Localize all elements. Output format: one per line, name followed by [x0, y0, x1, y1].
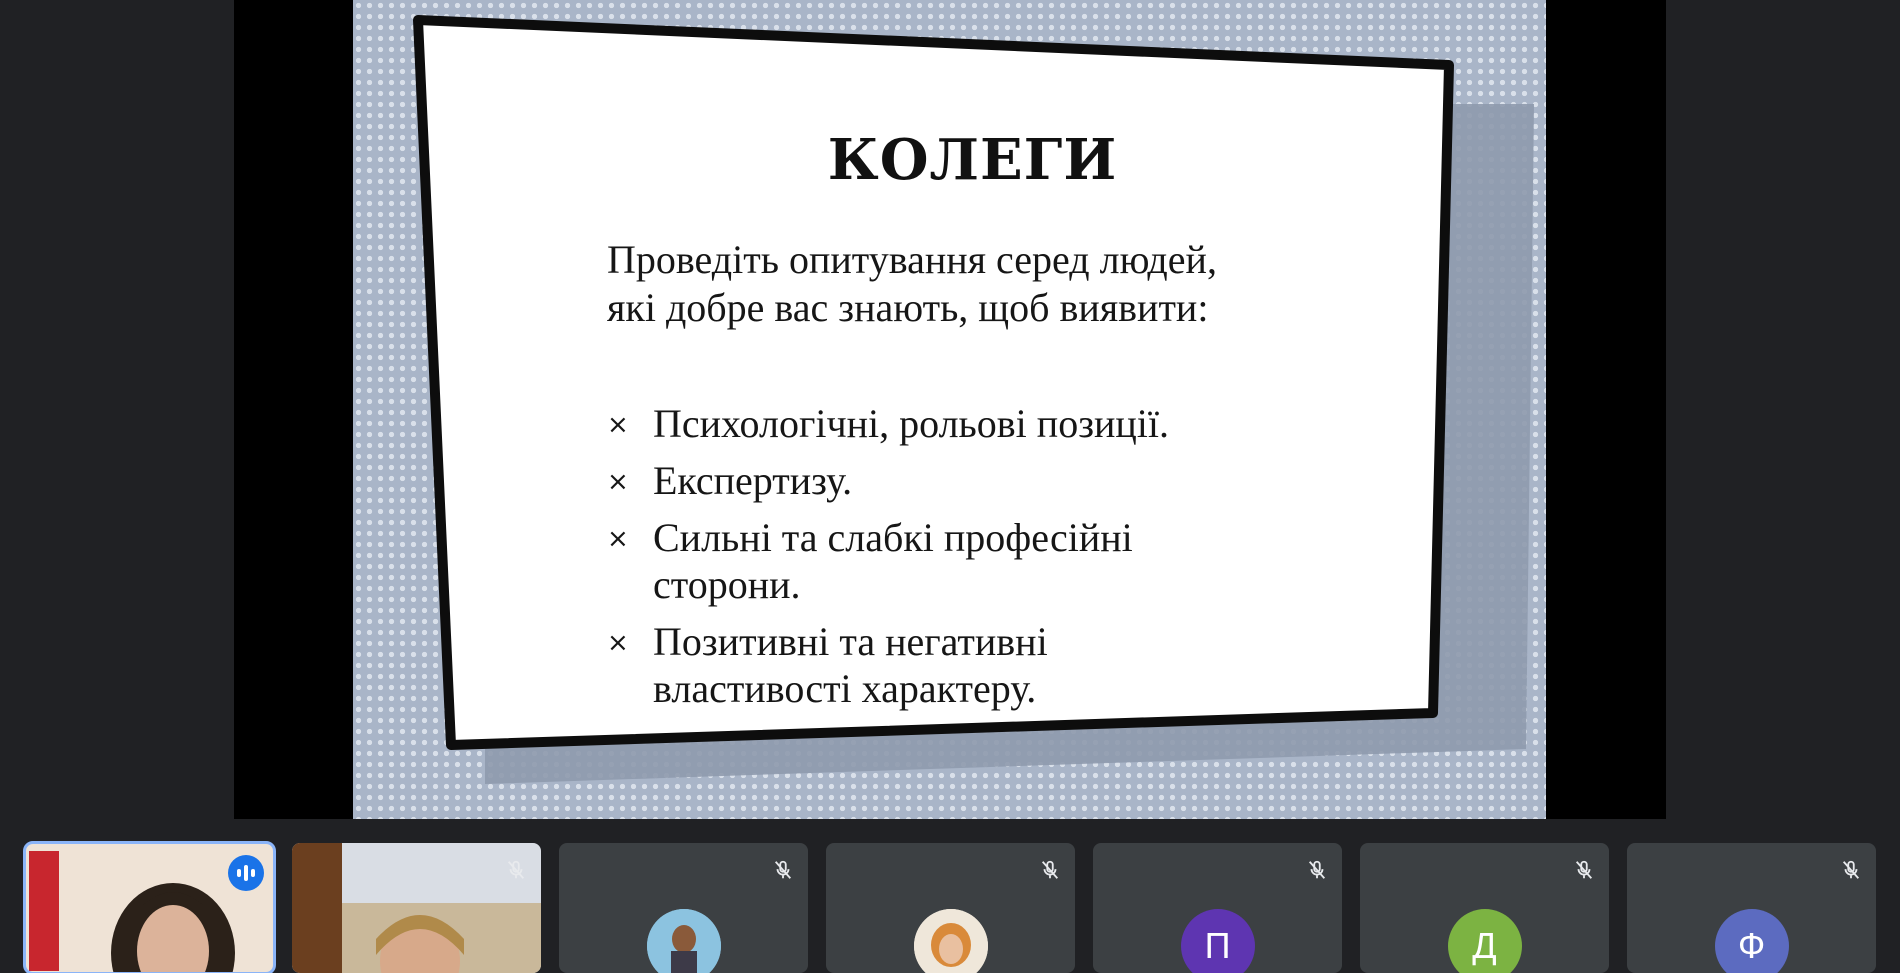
- participant-tile[interactable]: [1627, 843, 1876, 973]
- mic-off-icon: [1840, 859, 1862, 881]
- presentation-slide: [353, 0, 1546, 819]
- bullet-x-marker: ×: [607, 410, 629, 440]
- mic-off-icon: [1573, 859, 1595, 881]
- slide-bullet-list: [607, 400, 1347, 722]
- avatar-initial: Ф: [1715, 909, 1789, 973]
- bullet-x-marker: ×: [607, 628, 629, 658]
- bullet-text: Експертизу.: [653, 458, 853, 503]
- participant-tile[interactable]: [559, 843, 808, 973]
- slide-title: КОЛЕГИ: [827, 127, 1118, 193]
- slide-intro: [607, 236, 1387, 332]
- participant-tile[interactable]: [1360, 843, 1609, 973]
- participant-tile[interactable]: [826, 843, 1075, 973]
- participant-video-feed: [292, 843, 541, 973]
- mic-off-icon: [1306, 859, 1328, 881]
- avatar: [647, 909, 721, 973]
- participant-tile[interactable]: [292, 843, 541, 973]
- profile-photo: [914, 909, 988, 973]
- bullet-item: [607, 457, 1347, 504]
- avatar-initial: П: [1181, 909, 1255, 973]
- mic-off-icon: [505, 859, 527, 881]
- bullet-text: Сильні та слабкі професійні: [653, 515, 1133, 560]
- bullet-x-marker: ×: [607, 467, 629, 497]
- bullet-x-marker: ×: [607, 524, 629, 554]
- intro-line: Проведіть опитування серед людей,: [607, 237, 1217, 282]
- avatar: [914, 909, 988, 973]
- bullet-text: сторони.: [653, 562, 801, 607]
- intro-line: які добре вас знають, щоб виявити:: [607, 285, 1209, 330]
- participant-tile-active-speaker[interactable]: [25, 843, 274, 973]
- mic-off-icon: [772, 859, 794, 881]
- speaking-indicator-icon: [228, 855, 264, 891]
- presentation-stage: [234, 0, 1666, 819]
- bullet-text: Психологічні, рольові позиції.: [653, 401, 1170, 446]
- bullet-text: властивості характеру.: [653, 666, 1037, 711]
- bullet-item: [607, 618, 1347, 712]
- participant-tile[interactable]: [1093, 843, 1342, 973]
- bullet-item: [607, 400, 1347, 447]
- bullet-item: [607, 514, 1347, 608]
- mic-off-icon: [1039, 859, 1061, 881]
- avatar-initial: Д: [1448, 909, 1522, 973]
- bullet-text: Позитивні та негативні: [653, 619, 1048, 664]
- profile-photo: [647, 909, 721, 973]
